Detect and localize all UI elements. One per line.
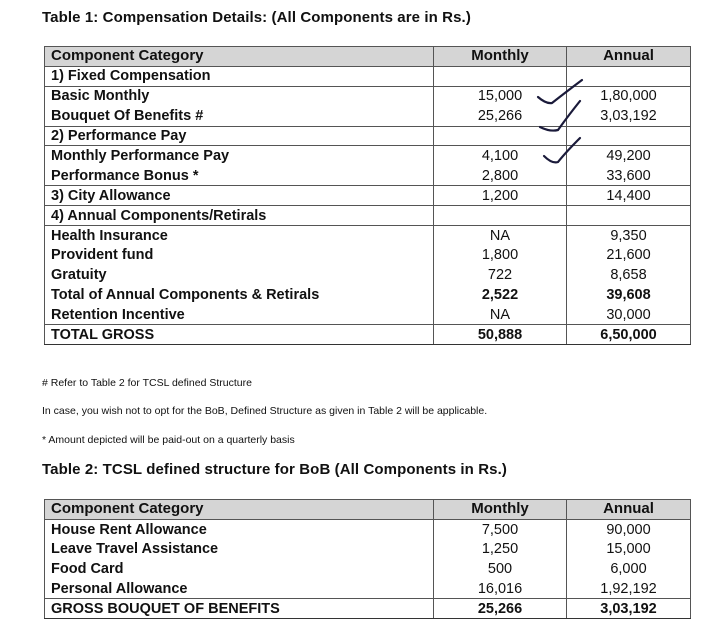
component-label: 3) City Allowance <box>45 186 434 206</box>
annual-value: 30,000 <box>567 305 691 325</box>
annual-value: 1,92,192 <box>567 579 691 599</box>
table-row <box>45 106 691 126</box>
annual-value: 1,80,000 <box>567 86 691 106</box>
table-row <box>45 559 691 579</box>
table-header-row <box>45 500 691 520</box>
component-label: Personal Allowance <box>45 579 434 599</box>
annual-value: 90,000 <box>567 519 691 539</box>
monthly-value: 1,250 <box>434 539 567 559</box>
table-row <box>45 146 691 166</box>
annual-value: 39,608 <box>567 285 691 305</box>
annual-value: 21,600 <box>567 245 691 265</box>
component-label: 4) Annual Components/Retirals <box>45 206 434 226</box>
monthly-value: 1,200 <box>434 186 567 206</box>
monthly-value: NA <box>434 226 567 246</box>
table1-title: Table 1: Compensation Details: (All Components are in Rs.) <box>42 9 471 26</box>
component-label: GROSS BOUQUET OF BENEFITS <box>45 599 434 619</box>
section-row <box>45 186 691 206</box>
component-label: Performance Bonus * <box>45 166 434 186</box>
total-row <box>45 325 691 345</box>
component-label: Monthly Performance Pay <box>45 146 434 166</box>
table-row <box>45 226 691 246</box>
annual-value: 33,600 <box>567 166 691 186</box>
component-label: 2) Performance Pay <box>45 126 434 146</box>
section-row <box>45 206 691 226</box>
table-row <box>45 539 691 559</box>
table2-title: Table 2: TCSL defined structure for BoB (All Components in Rs.) <box>42 461 507 478</box>
monthly-value: 2,800 <box>434 166 567 186</box>
component-label: TOTAL GROSS <box>45 325 434 345</box>
note-quarterly-payout: * Amount depicted will be paid-out on a quarterly basis <box>42 434 295 446</box>
table-row <box>45 265 691 285</box>
monthly-value: 15,000 <box>434 86 567 106</box>
table-row <box>45 245 691 265</box>
component-label: Retention Incentive <box>45 305 434 325</box>
monthly-value: NA <box>434 305 567 325</box>
annual-value: 6,000 <box>567 559 691 579</box>
header-component-category: Component Category <box>45 500 434 520</box>
annual-value: 3,03,192 <box>567 106 691 126</box>
header-monthly: Monthly <box>434 47 567 67</box>
monthly-value: 25,266 <box>434 106 567 126</box>
note-bob-opt-out: In case, you wish not to opt for the BoB, Defined Structure as given in Table 2 will be applicable. <box>42 405 488 417</box>
table-row <box>45 305 691 325</box>
header-component-category: Component Category <box>45 47 434 67</box>
monthly-value: 4,100 <box>434 146 567 166</box>
annual-value <box>567 66 691 86</box>
monthly-value <box>434 126 567 146</box>
component-label: Provident fund <box>45 245 434 265</box>
component-label: Gratuity <box>45 265 434 285</box>
annual-value: 15,000 <box>567 539 691 559</box>
component-label: Basic Monthly <box>45 86 434 106</box>
monthly-value <box>434 206 567 226</box>
monthly-value: 50,888 <box>434 325 567 345</box>
compensation-table <box>44 46 691 345</box>
section-row <box>45 66 691 86</box>
header-monthly: Monthly <box>434 500 567 520</box>
annual-value: 49,200 <box>567 146 691 166</box>
annual-value: 6,50,000 <box>567 325 691 345</box>
table-header-row <box>45 47 691 67</box>
component-label: 1) Fixed Compensation <box>45 66 434 86</box>
component-label: Health Insurance <box>45 226 434 246</box>
monthly-value <box>434 66 567 86</box>
monthly-value: 7,500 <box>434 519 567 539</box>
table-row <box>45 519 691 539</box>
total-row <box>45 599 691 619</box>
annual-value: 14,400 <box>567 186 691 206</box>
table-row <box>45 166 691 186</box>
component-label: Bouquet Of Benefits # <box>45 106 434 126</box>
component-label: Leave Travel Assistance <box>45 539 434 559</box>
annual-value <box>567 126 691 146</box>
component-label: Food Card <box>45 559 434 579</box>
header-annual: Annual <box>567 500 691 520</box>
monthly-value: 25,266 <box>434 599 567 619</box>
table-row <box>45 86 691 106</box>
component-label: Total of Annual Components & Retirals <box>45 285 434 305</box>
component-label: House Rent Allowance <box>45 519 434 539</box>
monthly-value: 1,800 <box>434 245 567 265</box>
monthly-value: 2,522 <box>434 285 567 305</box>
annual-value: 9,350 <box>567 226 691 246</box>
monthly-value: 16,016 <box>434 579 567 599</box>
annual-value: 3,03,192 <box>567 599 691 619</box>
section-row <box>45 126 691 146</box>
table-row <box>45 579 691 599</box>
monthly-value: 722 <box>434 265 567 285</box>
bob-structure-table <box>44 499 691 619</box>
note-bob-reference: # Refer to Table 2 for TCSL defined Structure <box>42 377 252 389</box>
annual-value <box>567 206 691 226</box>
annual-value: 8,658 <box>567 265 691 285</box>
header-annual: Annual <box>567 47 691 67</box>
monthly-value: 500 <box>434 559 567 579</box>
table-row <box>45 285 691 305</box>
